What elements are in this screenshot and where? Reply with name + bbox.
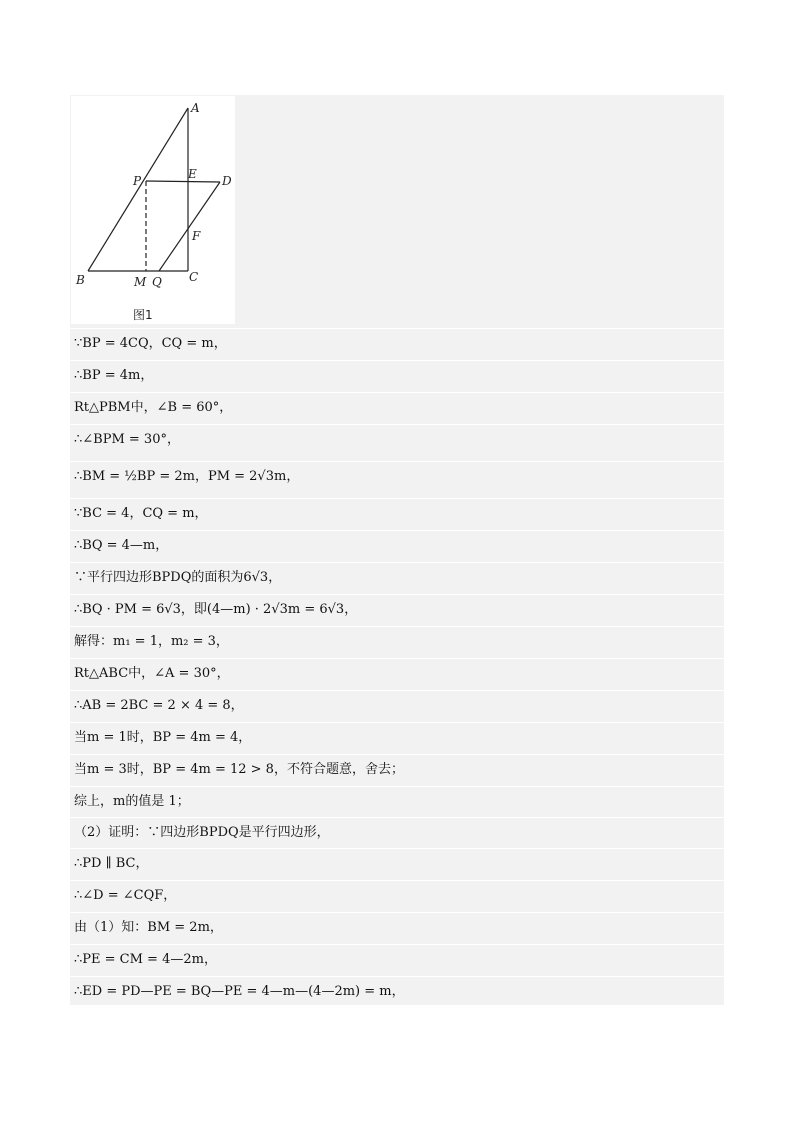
segment-ba: [88, 108, 188, 271]
label-a: A: [191, 101, 200, 115]
solution-line: 解得：m₁ = 1，m₂ = 3，: [70, 626, 724, 657]
solution-line: ∴BP = 4m，: [70, 360, 724, 391]
solution-line: （2）证明：∵四边形BPDQ是平行四边形，: [70, 817, 724, 848]
label-m: M: [134, 275, 147, 289]
label-c: C: [189, 270, 199, 284]
solution-line: ∴AB = 2BC = 2 × 4 = 8，: [70, 690, 724, 721]
solution-line: 当m = 1时，BP = 4m = 4，: [70, 722, 724, 753]
solution-line: ∴ED = PD—PE = BQ—PE = 4—m—(4—2m) = m，: [70, 976, 724, 1007]
solution-line: ∴BQ = 4—m，: [70, 530, 724, 561]
solution-line: Rt△PBM中，∠B = 60°，: [70, 392, 724, 423]
solution-line: ∴∠D = ∠CQF，: [70, 880, 724, 911]
solution-line: ∴BQ · PM = 6√3，即(4—m) · 2√3m = 6√3，: [70, 594, 724, 625]
solution-line: ∵平行四边形BPDQ的面积为6√3，: [70, 562, 724, 593]
figure-caption: 图1: [133, 308, 153, 322]
figure-svg: [71, 96, 235, 324]
solution-line: ∴PE = CM = 4—2m，: [70, 944, 724, 975]
solution-line: 综上，m的值是 1；: [70, 786, 724, 817]
label-q: Q: [152, 275, 162, 289]
solution-line: ∵BP = 4CQ，CQ = m，: [70, 328, 724, 359]
solution-line: ∴BM = ½BP = 2m，PM = 2√3m，: [70, 461, 724, 492]
label-b: B: [76, 273, 85, 287]
geometry-figure: [71, 96, 235, 324]
solution-line: 由（1）知：BM = 2m，: [70, 912, 724, 943]
solution-line: ∵BC = 4，CQ = m，: [70, 498, 724, 529]
label-d: D: [222, 174, 232, 188]
solution-line: 当m = 3时，BP = 4m = 12 > 8，不符合题意，舍去；: [70, 754, 724, 785]
segment-dq: [159, 182, 220, 271]
solution-line: ∴∠BPM = 30°，: [70, 424, 724, 455]
solution-line: Rt△ABC中，∠A = 30°，: [70, 658, 724, 689]
label-e: E: [188, 167, 197, 181]
label-f: F: [192, 229, 201, 243]
segment-pd: [146, 181, 220, 182]
label-p: P: [133, 174, 142, 188]
solution-line: ∴PD ∥ BC，: [70, 848, 724, 879]
